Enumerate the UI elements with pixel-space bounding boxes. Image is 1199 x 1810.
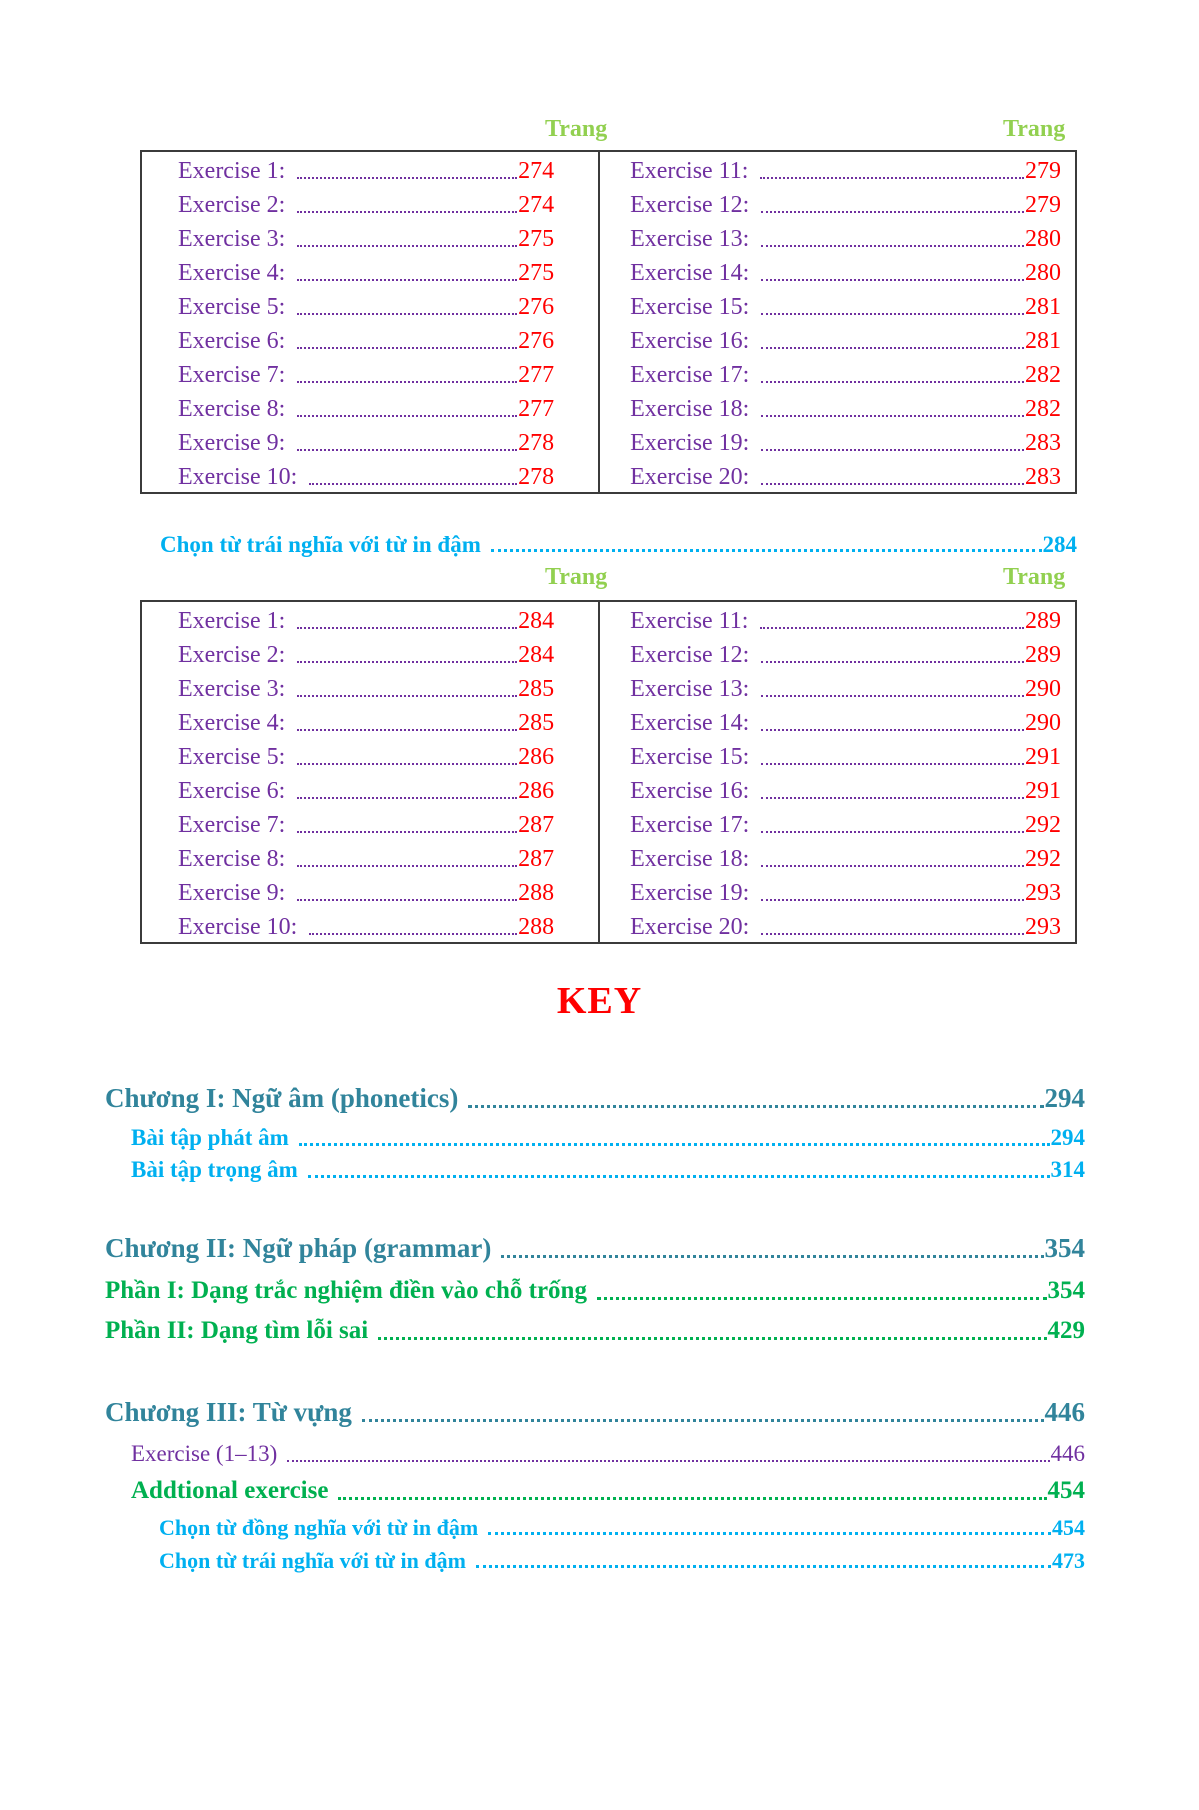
exercise-label: Exercise 20: [630,464,750,490]
exercise-page-number: 285 [518,676,555,702]
exercise-label: Exercise 3: [178,676,286,702]
toc-line-page-number: 294 [1050,1125,1085,1150]
exercise-table-row [178,672,554,706]
toc-line-label: Exercise (1–13) [131,1441,278,1466]
exercise-label: Exercise 5: [178,744,286,770]
dot-leader [761,797,1024,799]
exercise-label: Exercise 18: [630,846,750,872]
exercise-table-row [178,910,554,944]
exercise-page-number: 274 [518,158,555,184]
toc-line-chon-tu-trai-nghia [160,530,1077,560]
exercise-label: Exercise 15: [630,294,750,320]
exercise-table-row [178,604,554,638]
dot-leader [760,627,1024,629]
exercise-table-row [178,774,554,808]
exercise-table-row [630,256,1061,290]
exercise-table-row [630,188,1061,222]
dot-leader [297,211,517,213]
exercise-table-2-left-column [142,602,598,942]
toc-line-page-number: 314 [1050,1157,1085,1182]
dot-leader [378,1337,1046,1340]
exercise-label: Exercise 18: [630,396,750,422]
toc-line-page-number: 446 [1050,1441,1085,1466]
exercise-table-row [178,638,554,672]
exercise-table-row [630,808,1061,842]
toc-line [105,1080,1085,1116]
exercise-page-number: 276 [518,294,555,320]
exercise-page-number: 291 [1025,778,1061,804]
exercise-label: Exercise 9: [178,430,286,456]
exercise-label: Exercise 16: [630,778,750,804]
dot-leader [338,1497,1046,1500]
dot-leader [362,1419,1044,1422]
toc-line-label: Chọn từ đồng nghĩa với từ in đậm [159,1515,479,1540]
exercise-label: Exercise 3: [178,226,286,252]
exercise-label: Exercise 20: [630,914,750,940]
dot-leader [297,381,517,383]
exercise-table-row [630,876,1061,910]
exercise-table-row [178,740,554,774]
exercise-table-row [178,426,554,460]
exercise-label: Exercise 10: [178,464,298,490]
toc-line-page-number: 454 [1052,1515,1085,1540]
exercise-page-number: 292 [1025,846,1061,872]
exercise-table-row [630,426,1061,460]
dot-leader [299,1143,1050,1146]
dot-leader [297,177,517,179]
exercise-table-row [630,672,1061,706]
exercise-table-row [630,740,1061,774]
dot-leader [309,933,517,935]
dot-leader [297,661,517,663]
exercise-table-row [178,358,554,392]
toc-line [105,1512,1085,1543]
toc-line-page-number: 284 [1042,532,1077,557]
dot-leader [308,1175,1050,1178]
exercise-page-number: 290 [1025,710,1061,736]
dot-leader [761,211,1024,213]
exercise-table-row [630,774,1061,808]
exercise-page-number: 289 [1025,642,1061,668]
dot-leader [761,763,1024,765]
toc-line [105,1438,1085,1470]
toc-line-page-number: 294 [1044,1083,1085,1113]
toc-line-label: Phần II: Dạng tìm lỗi sai [105,1317,369,1344]
toc-line-page-number: 429 [1047,1317,1085,1344]
dot-leader [761,347,1024,349]
toc-line-page-number: 354 [1044,1233,1085,1263]
toc-line-label: Chọn từ trái nghĩa với từ in đậm [160,532,481,557]
toc-line [105,1394,1085,1430]
dot-leader [297,797,517,799]
dot-leader [297,763,517,765]
exercise-page-number: 283 [1025,430,1061,456]
exercise-page-number: 290 [1025,676,1061,702]
exercise-label: Exercise 11: [630,608,749,634]
exercise-page-number: 277 [518,396,555,422]
dot-leader [761,933,1024,935]
key-toc-list [105,1080,1085,1576]
dot-leader [297,695,517,697]
exercise-label: Exercise 6: [178,778,286,804]
exercise-page-number: 285 [518,710,555,736]
dot-leader [287,1460,1049,1462]
dot-leader [761,449,1024,451]
dot-leader [761,661,1024,663]
dot-leader [476,1565,1051,1568]
trang-header-right-1: Trang [1003,116,1066,142]
exercise-page-number: 289 [1025,608,1061,634]
toc-line-label: Addtional exercise [131,1477,329,1504]
exercise-table-row [630,460,1061,494]
exercise-label: Exercise 2: [178,192,286,218]
exercise-label: Exercise 13: [630,676,750,702]
exercise-page-number: 275 [518,226,555,252]
toc-line [105,1274,1085,1308]
exercise-page-number: 286 [518,744,555,770]
toc-line-page-number: 354 [1047,1277,1085,1304]
dot-leader [297,313,517,315]
dot-leader [761,313,1024,315]
exercise-table-row [630,910,1061,944]
toc-line [105,1474,1085,1508]
exercise-label: Exercise 8: [178,396,286,422]
dot-leader [297,347,517,349]
toc-line-label: Chương I: Ngữ âm (phonetics) [105,1083,459,1113]
dot-leader [501,1255,1043,1258]
exercise-label: Exercise 12: [630,192,750,218]
exercise-label: Exercise 9: [178,880,286,906]
dot-leader [297,279,517,281]
exercise-page-number: 292 [1025,812,1061,838]
exercise-page-number: 279 [1025,192,1061,218]
toc-line [105,1122,1085,1154]
exercise-page-number: 277 [518,362,555,388]
exercise-page-number: 278 [518,430,555,456]
exercise-label: Exercise 1: [178,158,286,184]
exercise-table-row [630,842,1061,876]
exercise-page-number: 281 [1025,328,1061,354]
dot-leader [761,729,1024,731]
exercise-table-2 [140,600,1077,944]
exercise-label: Exercise 7: [178,812,286,838]
exercise-page-number: 275 [518,260,555,286]
toc-line-label: Chương II: Ngữ pháp (grammar) [105,1233,492,1263]
toc-line [105,1545,1085,1576]
exercise-label: Exercise 8: [178,846,286,872]
exercise-table-row [630,358,1061,392]
exercise-table-row [630,604,1061,638]
toc-line-label: Chương III: Từ vựng [105,1397,352,1427]
trang-header-left-2: Trang [545,564,608,590]
exercise-page-number: 293 [1025,914,1061,940]
exercise-table-row [178,154,554,188]
exercise-page-number: 276 [518,328,555,354]
dot-leader [760,177,1024,179]
exercise-table-row [630,222,1061,256]
toc-line [105,1230,1085,1266]
exercise-page-number: 278 [518,464,555,490]
dot-leader [297,449,517,451]
exercise-table-row [178,324,554,358]
key-section-title: KEY [556,980,643,1022]
exercise-page-number: 281 [1025,294,1061,320]
exercise-page-number: 288 [518,880,555,906]
exercise-table-1 [140,150,1077,494]
dot-leader [597,1297,1047,1300]
toc-line [105,1314,1085,1348]
exercise-table-row [178,706,554,740]
exercise-page-number: 282 [1025,362,1061,388]
exercise-table-row [630,392,1061,426]
exercise-page-number: 286 [518,778,555,804]
dot-leader [761,899,1024,901]
exercise-label: Exercise 10: [178,914,298,940]
exercise-table-row [178,876,554,910]
trang-header-right-2: Trang [1003,564,1066,590]
exercise-page-number: 288 [518,914,555,940]
dot-leader [761,831,1024,833]
exercise-page-number: 280 [1025,260,1061,286]
exercise-label: Exercise 15: [630,744,750,770]
exercise-page-number: 291 [1025,744,1061,770]
exercise-label: Exercise 11: [630,158,749,184]
exercise-label: Exercise 19: [630,880,750,906]
dot-leader [491,549,1042,552]
exercise-table-row [178,842,554,876]
exercise-label: Exercise 12: [630,642,750,668]
dot-leader [761,483,1024,485]
exercise-label: Exercise 1: [178,608,286,634]
exercise-table-row [630,290,1061,324]
exercise-page-number: 287 [518,846,555,872]
exercise-page-number: 283 [1025,464,1061,490]
trang-header-left-1: Trang [545,116,608,142]
exercise-table-1-left-column [142,152,598,492]
exercise-label: Exercise 14: [630,260,750,286]
exercise-table-row [178,290,554,324]
exercise-label: Exercise 16: [630,328,750,354]
exercise-label: Exercise 13: [630,226,750,252]
exercise-table-1-right-column [598,152,1075,492]
toc-line [105,1154,1085,1186]
dot-leader [761,415,1024,417]
dot-leader [297,831,517,833]
exercise-table-row [630,638,1061,672]
dot-leader [297,627,517,629]
exercise-table-row [178,222,554,256]
exercise-table-row [630,324,1061,358]
dot-leader [761,279,1024,281]
toc-line-label: Chọn từ trái nghĩa với từ in đậm [159,1548,466,1573]
toc-line-label: Bài tập phát âm [131,1125,289,1150]
exercise-label: Exercise 2: [178,642,286,668]
exercise-page-number: 279 [1025,158,1061,184]
toc-line-page-number: 473 [1052,1548,1085,1573]
exercise-label: Exercise 7: [178,362,286,388]
exercise-table-row [630,706,1061,740]
toc-line-page-number: 446 [1044,1397,1085,1427]
exercise-label: Exercise 17: [630,812,750,838]
exercise-page-number: 274 [518,192,555,218]
exercise-label: Exercise 4: [178,260,286,286]
exercise-page-number: 293 [1025,880,1061,906]
exercise-label: Exercise 6: [178,328,286,354]
exercise-label: Exercise 4: [178,710,286,736]
exercise-page-number: 287 [518,812,555,838]
dot-leader [297,245,517,247]
dot-leader [761,381,1024,383]
exercise-page-number: 280 [1025,226,1061,252]
toc-line-label: Bài tập trọng âm [131,1157,298,1182]
toc-line-label: Phần I: Dạng trắc nghiệm điền vào chỗ trống [105,1277,587,1304]
dot-leader [488,1532,1051,1535]
exercise-label: Exercise 19: [630,430,750,456]
exercise-label: Exercise 14: [630,710,750,736]
dot-leader [297,899,517,901]
exercise-table-row [178,188,554,222]
dot-leader [761,245,1024,247]
exercise-page-number: 284 [518,608,555,634]
exercise-table-row [178,808,554,842]
dot-leader [761,695,1024,697]
exercise-label: Exercise 5: [178,294,286,320]
exercise-table-row [178,392,554,426]
dot-leader [309,483,517,485]
dot-leader [297,415,517,417]
dot-leader [297,865,517,867]
exercise-table-row [630,154,1061,188]
dot-leader [297,729,517,731]
exercise-page-number: 282 [1025,396,1061,422]
exercise-page-number: 284 [518,642,555,668]
toc-line-page-number: 454 [1047,1477,1085,1504]
exercise-table-row [178,256,554,290]
dot-leader [761,865,1024,867]
dot-leader [468,1105,1043,1108]
exercise-table-row [178,460,554,494]
exercise-label: Exercise 17: [630,362,750,388]
exercise-table-2-right-column [598,602,1075,942]
